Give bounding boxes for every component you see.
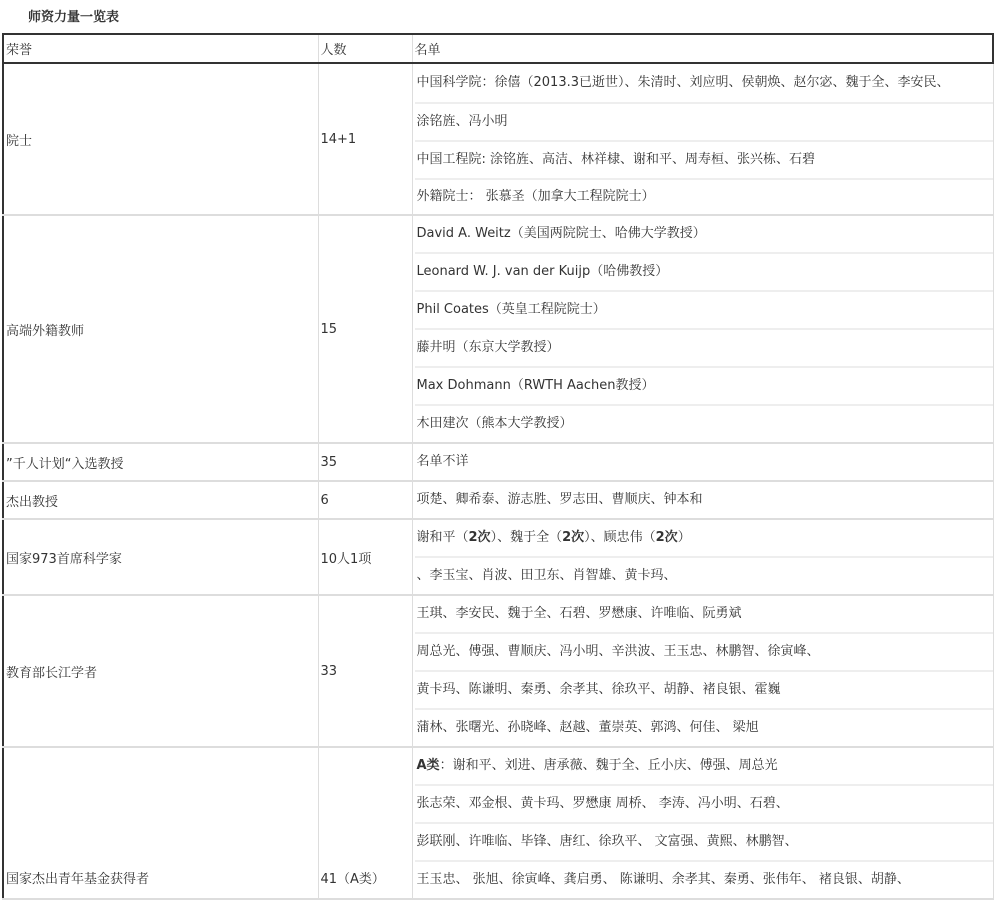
row-count: 10人1项	[318, 519, 412, 595]
row-names	[412, 63, 993, 215]
table-row	[3, 595, 993, 747]
name-line: 张志荣、邓金根、黄卡玛、罗懋康 周桥、 李涛、冯小明、石碧、	[415, 786, 993, 824]
name-text: ：谢和平、刘进、唐承薇、魏于全、丘小庆、傅强、周总光	[439, 758, 778, 773]
row-count: 15	[318, 215, 412, 443]
row-count: 14+1	[318, 63, 412, 215]
name-line: 周总光、傅强、曹顺庆、冯小明、辛洪波、王玉忠、林鹏智、徐寅峰、	[415, 634, 993, 672]
name-line: 中国科学院：徐僖（2013.3已逝世）、朱清时、刘应明、侯朝焕、赵尔宓、魏于全、李安民、	[415, 64, 993, 104]
name-line: 涂铭旌、冯小明	[415, 104, 993, 142]
table-row	[3, 519, 993, 595]
table-row	[3, 481, 993, 519]
row-count: 35	[318, 443, 412, 481]
name-line: 彭联刚、许唯临、毕锋、唐红、徐玖平、 文富强、黄熙、林鹏智、	[415, 824, 993, 862]
page-title: 师资力量一览表	[28, 10, 120, 25]
name-text: 谢和平（	[416, 530, 469, 545]
table-row	[3, 63, 993, 215]
name-line: 王琪、李安民、魏于全、石碧、罗懋康、许唯临、阮勇斌	[415, 596, 993, 634]
row-honor: 国家杰出青年基金获得者	[3, 747, 318, 899]
row-honor: 杰出教授	[3, 481, 318, 519]
name-line: 外籍院士： 张慕圣（加拿大工程院院士）	[416, 189, 655, 204]
table-header-row	[3, 34, 993, 63]
name-line: 木田建次（熊本大学教授）	[416, 416, 573, 431]
name-text: ）	[677, 530, 691, 545]
name-line: 名单不详	[416, 454, 469, 469]
name-line: 蒲林、张曙光、孙晓峰、赵越、董崇英、郭鸿、何佳、 梁旭	[416, 720, 759, 735]
header-names: 名单	[412, 34, 993, 63]
header-honor: 荣誉	[3, 34, 318, 63]
times-bold: 2次	[468, 530, 491, 545]
row-honor: 高端外籍教师	[3, 215, 318, 443]
times-bold: 2次	[655, 530, 678, 545]
name-line: 王玉忠、 张旭、徐寅峰、龚启勇、 陈谦明、余孝其、秦勇、张伟年、 褚良银、胡静、	[416, 872, 910, 887]
row-count: 33	[318, 595, 412, 747]
name-line: Phil Coates（英皇工程院院士）	[415, 292, 993, 330]
faculty-table	[2, 33, 994, 900]
name-line: Leonard W. J. van der Kuijp（哈佛教授）	[415, 254, 993, 292]
name-line: David A. Weitz（美国两院院士、哈佛大学教授）	[415, 216, 993, 254]
row-honor: ”千人计划“入选教授	[3, 443, 318, 481]
row-honor: 国家973首席科学家	[3, 519, 318, 595]
name-line: 、李玉宝、肖波、田卫东、肖智雄、黄卡玛、	[416, 568, 677, 583]
row-names	[412, 519, 993, 595]
name-line: 中国工程院: 涂铭旌、高洁、林祥棣、谢和平、周寿桓、张兴栋、石碧	[415, 142, 993, 180]
name-line: 黄卡玛、陈谦明、秦勇、余孝其、徐玖平、胡静、褚良银、霍巍	[415, 672, 993, 710]
header-count: 人数	[318, 34, 412, 63]
table-row	[3, 747, 993, 899]
name-line	[415, 748, 993, 786]
name-line	[415, 520, 993, 558]
row-names	[412, 747, 993, 899]
name-line: 项楚、卿希泰、游志胜、罗志田、曹顺庆、钟本和	[416, 492, 703, 507]
name-text: ）、顾忠伟（	[584, 530, 656, 545]
row-names	[412, 595, 993, 747]
name-text: ）、魏于全（	[490, 530, 563, 545]
times-bold: 2次	[562, 530, 585, 545]
row-count: 41（A类）	[318, 747, 412, 899]
row-names	[412, 215, 993, 443]
table-row	[3, 443, 993, 481]
row-honor: 教育部长江学者	[3, 595, 318, 747]
table-row	[3, 215, 993, 443]
name-line: Max Dohmann（RWTH Aachen教授）	[415, 368, 993, 406]
name-line: 藤井明（东京大学教授）	[415, 330, 993, 368]
category-bold: A类	[416, 758, 440, 773]
row-count: 6	[318, 481, 412, 519]
row-honor: 院士	[3, 63, 318, 215]
row-names	[412, 443, 993, 481]
row-names	[412, 481, 993, 519]
